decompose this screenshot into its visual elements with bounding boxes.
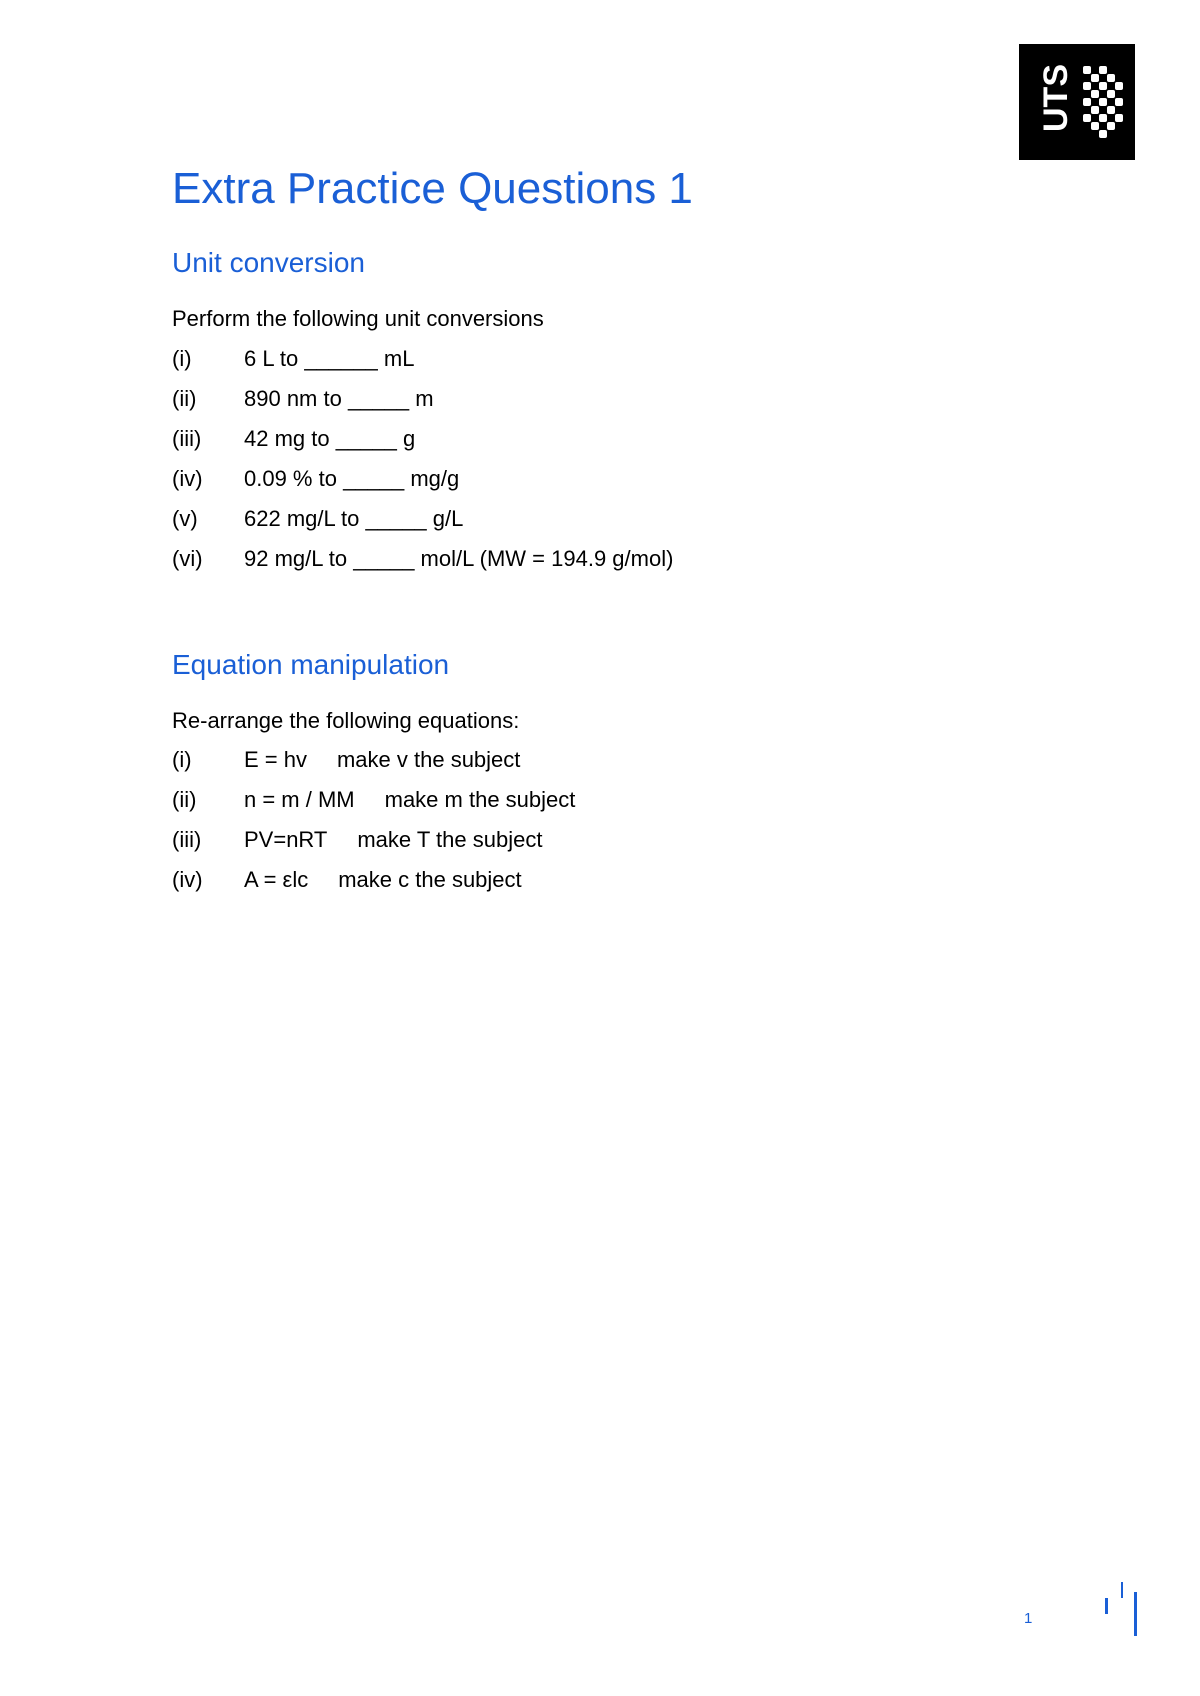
svg-text:UTS: UTS [1037, 64, 1075, 132]
item-text [244, 746, 520, 774]
equation: PV=nRT [244, 827, 328, 852]
item-text [244, 826, 542, 854]
section-heading-equation-manipulation: Equation manipulation [172, 649, 450, 680]
item-number: (iii) [172, 827, 202, 852]
equation: A = εlc [244, 867, 309, 892]
instruction: make c the subject [338, 867, 522, 892]
page-title: Extra Practice Questions 1 [172, 164, 693, 213]
item-number: (ii) [172, 386, 197, 411]
item-number: (vi) [172, 546, 203, 571]
item-text [244, 866, 522, 894]
footer-bars-shapes [1105, 1582, 1137, 1636]
section-heading-unit-conversion: Unit conversion [172, 247, 365, 278]
item-text: 6 L to ______ mL [244, 346, 415, 371]
item-number: (iii) [172, 426, 202, 451]
item-number: (ii) [172, 787, 197, 812]
item-number: (v) [172, 506, 198, 531]
equation: E = hv [244, 747, 307, 772]
item-text [244, 786, 575, 814]
section-intro-unit-conversion: Perform the following unit conversions [172, 306, 544, 331]
item-number: (iv) [172, 466, 203, 491]
uts-crest-icon [1019, 44, 1135, 160]
page-number: 1 [1024, 1610, 1033, 1627]
item-number: (i) [172, 346, 192, 371]
footer-bars-icon [1100, 1572, 1140, 1647]
item-number: (iv) [172, 867, 203, 892]
item-text: 622 mg/L to _____ g/L [244, 506, 464, 531]
equation: n = m / MM [244, 787, 355, 812]
item-text: 0.09 % to _____ mg/g [244, 466, 460, 491]
section-intro-equation-manipulation: Re-arrange the following equations: [172, 708, 520, 733]
item-text: 92 mg/L to _____ mol/L (MW = 194.9 g/mol) [244, 546, 674, 571]
uts-logo [1019, 44, 1135, 160]
instruction: make T the subject [357, 827, 543, 852]
item-number: (i) [172, 747, 192, 772]
item-text: 42 mg to _____ g [244, 426, 416, 451]
instruction: make m the subject [384, 787, 576, 812]
item-text: 890 nm to _____ m [244, 386, 434, 411]
instruction: make v the subject [336, 747, 521, 772]
